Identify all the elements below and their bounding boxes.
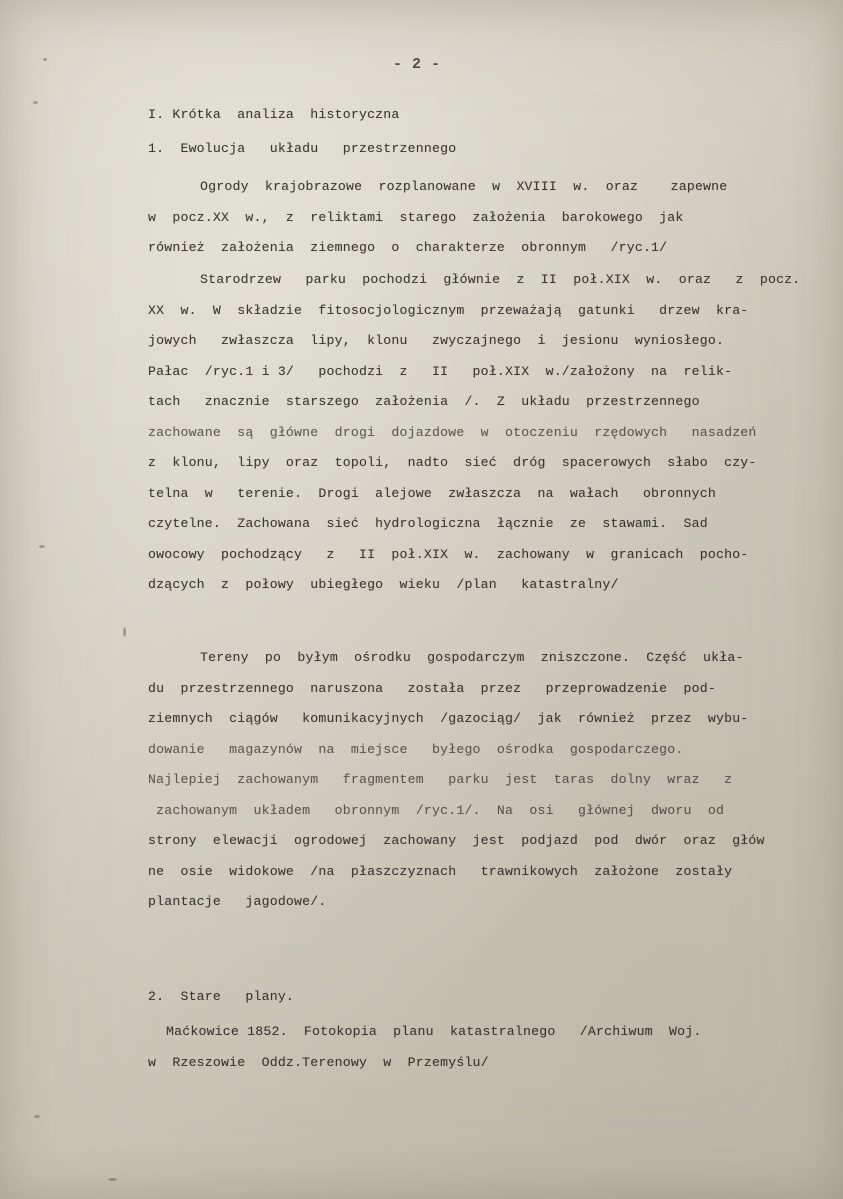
paragraph-2-line: XX w. W składzie fitosocjologicznym przeważają gatunki drzew kra- (148, 302, 749, 318)
paragraph-3-line: ziemnych ciągów komunikacyjnych /gazociąg/ jak również przez wybu- (148, 711, 749, 726)
paragraph-3-line: strony elewacji ogrodowej zachowany jest podjazd pod dwór oraz głów (148, 833, 765, 848)
page-marker-left: - (392, 56, 412, 73)
paragraph-2-line: telna w terenie. Drogi alejowe zwłaszcza na wałach obronnych (148, 485, 716, 501)
heading-2: 1. Ewolucja układu przestrzennego (148, 141, 457, 156)
paragraph-2-line: dzących z połowy ubiegłego wieku /plan katastralny/ (148, 577, 619, 592)
paragraph-3-line: ne osie widokowe /na płaszczyznach trawnikowych założone zostały (148, 863, 733, 879)
paragraph-2-line: tach znacznie starszego założenia /. Z układu przestrzennego (148, 394, 700, 409)
paragraph-4-line: Maćkowice 1852. Fotokopia planu katastralnego /Archiwum Woj. (166, 1024, 702, 1039)
paragraph-2-line: owocowy pochodzący z II poł.XIX w. zachowany w granicach pocho- (148, 546, 749, 562)
paragraph-2-line: z klonu, lipy oraz topoli, nadto sieć dróg spacerowych słabo czy- (148, 455, 757, 470)
paragraph-3-line: dowanie magazynów na miejsce byłego ośrodka gospodarczego. (148, 741, 684, 757)
paragraph-2-line: zachowane są główne drogi dojazdowe w otoczeniu rzędowych nasadzeń (148, 424, 757, 440)
paragraph-3-line: Tereny po byłym ośrodku gospodarczym zniszczone. Część ukła- (200, 650, 744, 665)
paragraph-2-line: czytelne. Zachowana sieć hydrologiczna łącznie ze stawami. Sad (148, 516, 708, 531)
paragraph-1-line: również założenia ziemnego o charakterze obronnym /ryc.1/ (148, 240, 668, 255)
heading-1: I. Krótka analiza historyczna (148, 107, 400, 122)
paragraph-2-line: Pałac /ryc.1 i 3/ pochodzi z II poł.XIX w./założony na relik- (148, 363, 733, 379)
heading-3: 2. Stare plany. (148, 989, 295, 1004)
paragraph-4-line: w Rzeszowie Oddz.Terenowy w Przemyślu/ (148, 1054, 489, 1070)
paragraph-1-line: Ogrody krajobrazowe rozplanowane w XVIII w. oraz zapewne (200, 179, 728, 194)
paragraph-3-line: plantacje jagodowe/. (148, 894, 327, 909)
paragraph-1-line (148, 203, 843, 234)
paragraph-3-line: du przestrzennego naruszona została przez przeprowadzenie pod- (148, 680, 716, 696)
paragraph-2-line: jowych zwłaszcza lipy, klonu zwyczajnego i jesionu wyniosłego. (148, 333, 725, 348)
paragraph-2-line: Starodrzew parku pochodzi głównie z II poł.XIX w. oraz z pocz. (200, 272, 801, 287)
page-marker-right: - (431, 56, 451, 73)
page-number: 2 (411, 56, 431, 73)
paragraph-3-line: Najlepiej zachowanym fragmentem parku jest taras dolny wraz z (148, 772, 733, 787)
paragraph-3-line: zachowanym układem obronnym /ryc.1/. Na osi głównej dworu od (148, 802, 725, 818)
paragraph-1-text: w pocz.XX w., z reliktami starego założenia barokowego jak (148, 209, 684, 225)
